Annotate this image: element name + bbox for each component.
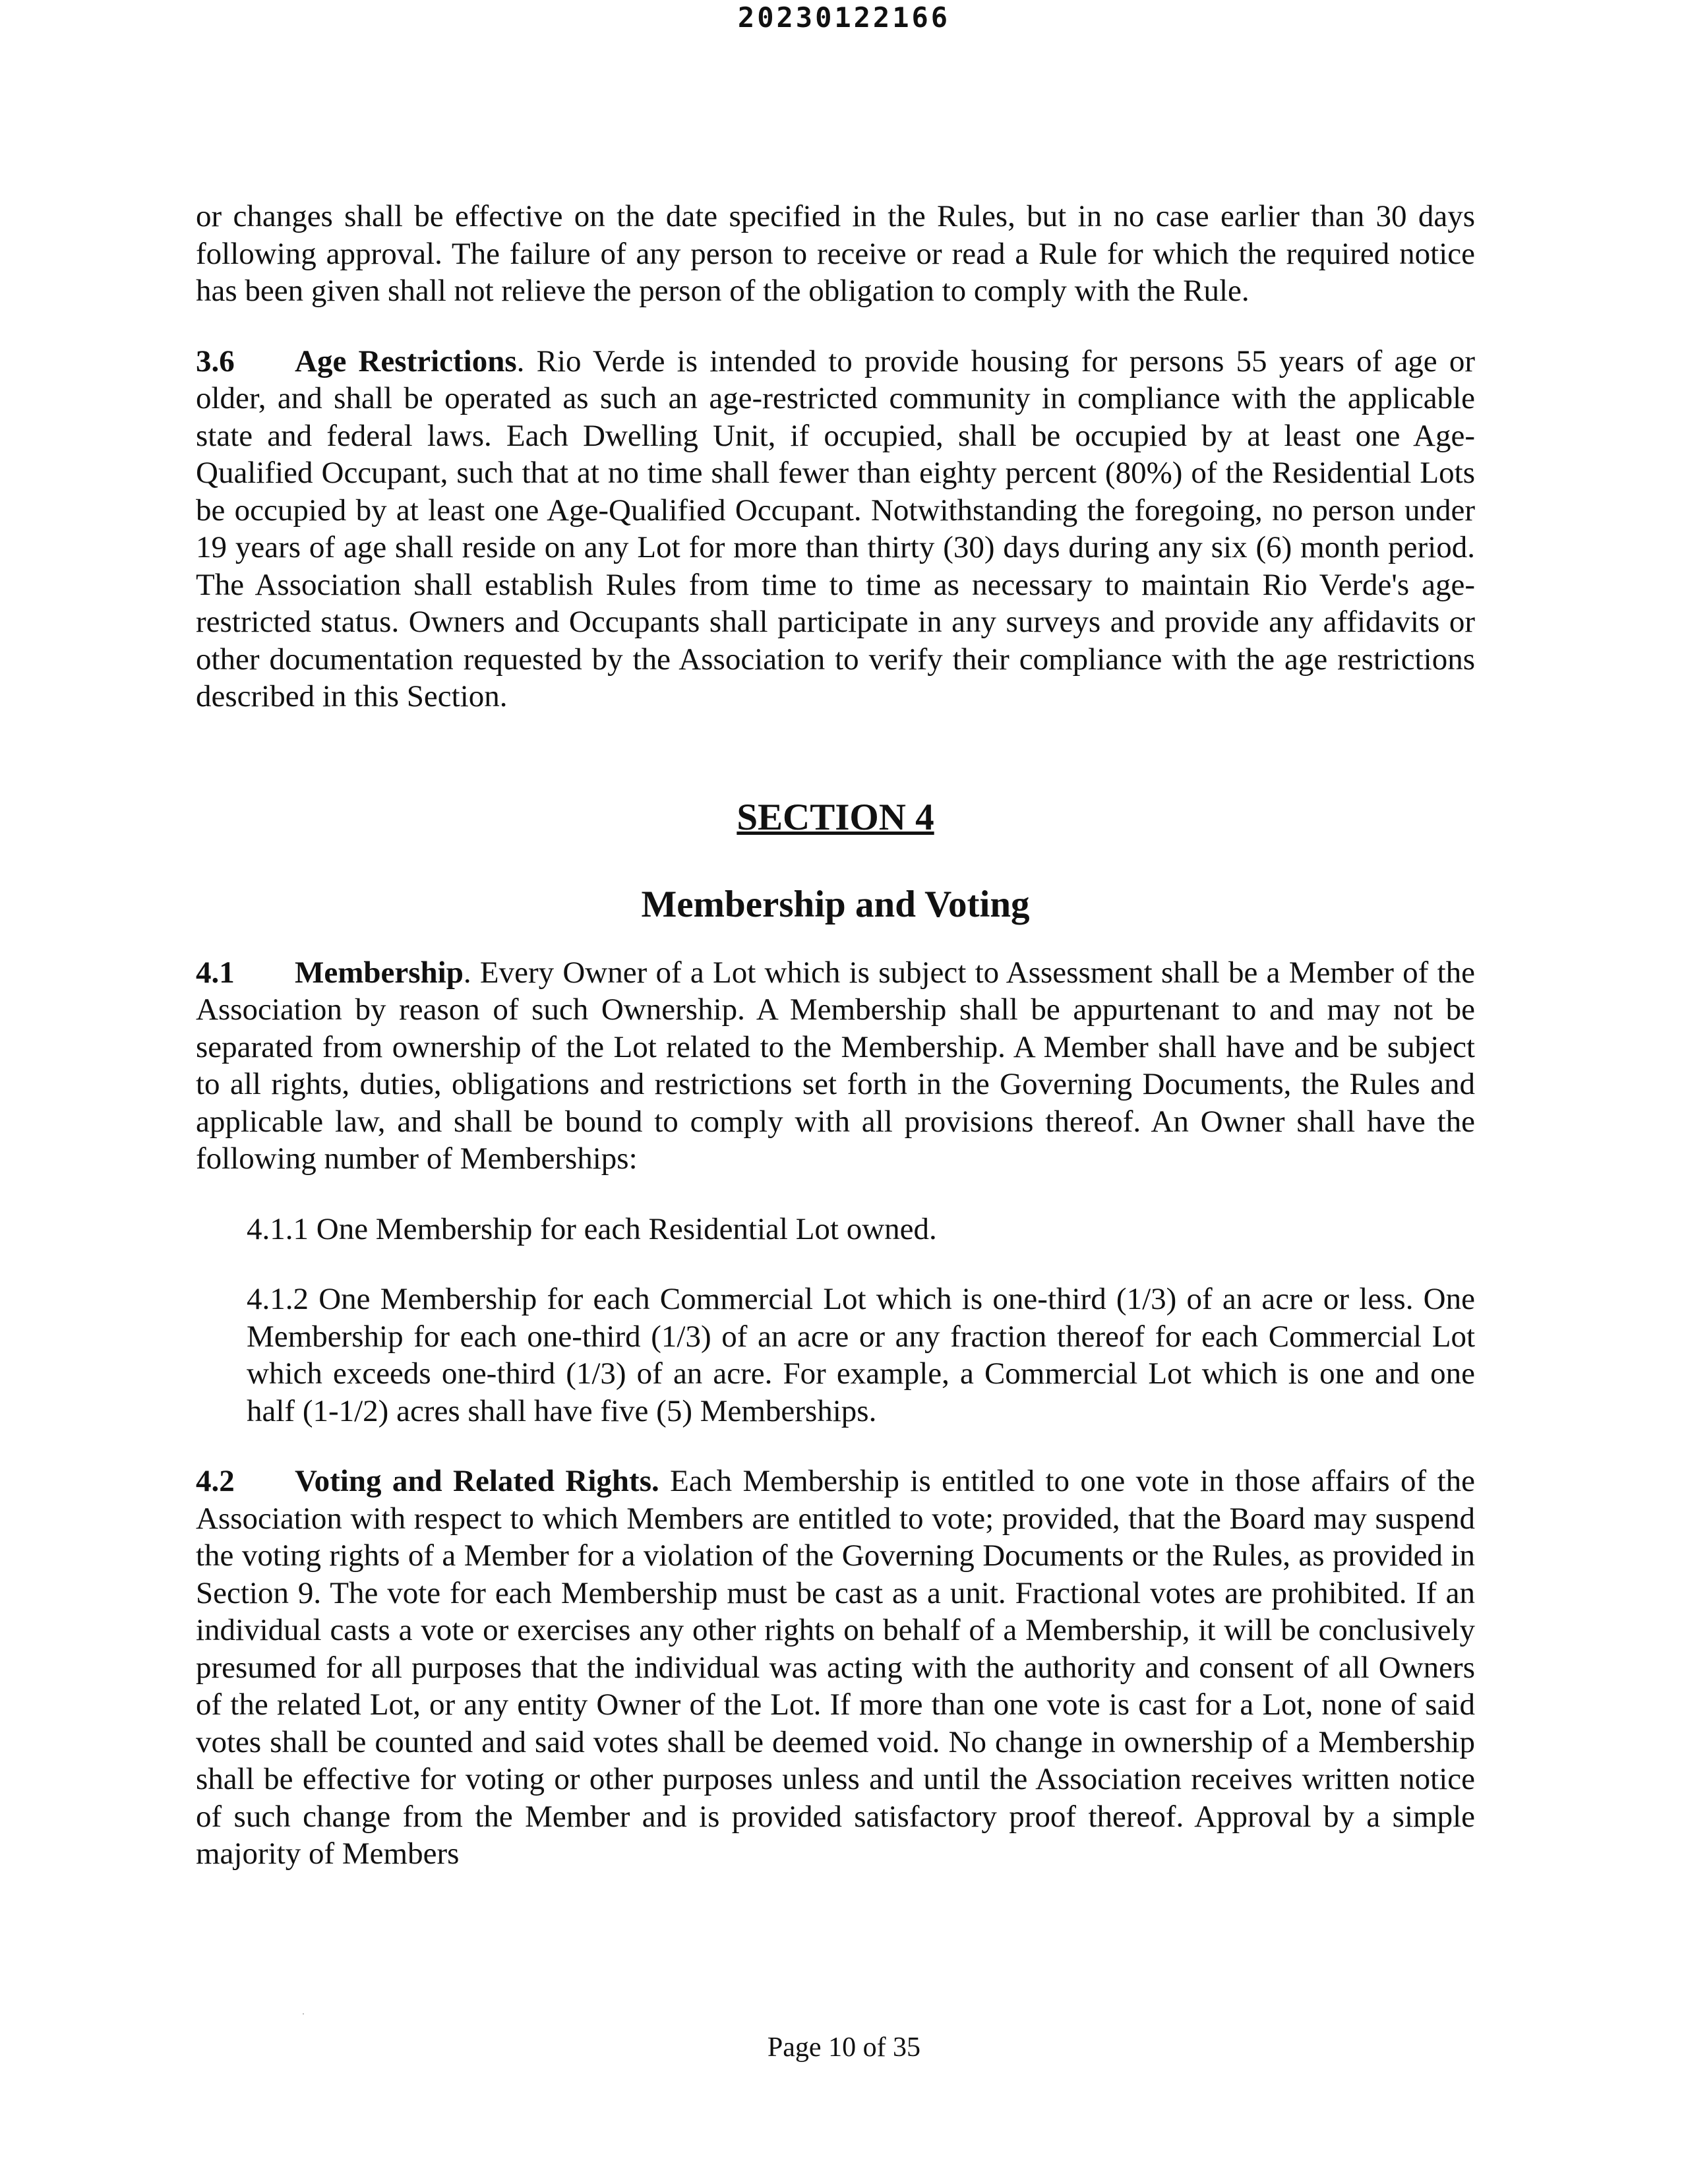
page-number: Page 10 of 35 [767, 2032, 921, 2063]
section-3-6-paragraph [196, 343, 1475, 715]
continuation-paragraph: or changes shall be effective on the date specified in the Rules, but in no case earlier than 30 days following approval. The failure of any person to receive or read a Rule for which the required notice has been given shall not relieve the person of the obligation to comply with the Rule. [196, 199, 1475, 308]
section-3-6-text: . Rio Verde is intended to provide housing for persons 55 years of age or older, and shall be operated as such an age-restricted community in compliance with the applicable state and federal laws. Each Dwelling Unit, if occupied, shall be occupied by at least one Age-Qualified Occupant, such that at no time shall fewer than eighty percent (80%) of the Residential Lots be occupied by at least one Age-Qualified Occupant. Notwithstanding the foregoing, no person under 19 years of age shall reside on any Lot for more than thirty (30) days during any six (6) month period. The Association shall establish Rules from time to time as necessary to maintain Rio Verde's age-restricted status. Owners and Occupants shall participate in any surveys and provide any affidavits or other documentation requested by the Association to verify their compliance with the age restrictions described in this Section. [196, 344, 1476, 713]
section-4-1-title: Membership [295, 955, 464, 990]
section-4-2-text: Each Membership is entitled to one vote in those affairs of the Association with respect to which Members are entitled to vote; provided, that the Board may suspend the voting rights of a Member for a violation of the Governing Documents or the Rules, as provided in Section 9. The vote for each Membership must be cast as a unit. Fractional votes are prohibited. If an individual casts a vote or exercises any other rights on behalf of a Membership, it will be conclusively presumed for all purposes that the individual was acting with the authority and consent of all Owners of the related Lot, or any entity Owner of the Lot. If more than one vote is cast for a Lot, none of said votes shall be counted and said votes shall be deemed void. No change in ownership of a Membership shall be effective for voting or other purposes unless and until the Association receives written notice of such change from the Member and is provided satisfactory proof thereof. Approval by a simple majority of Members [196, 1464, 1475, 1871]
document-body [196, 198, 1475, 1873]
section-4-2-title: Voting and Related Rights. [295, 1464, 659, 1498]
section-4-1-text: . Every Owner of a Lot which is subject to Assessment shall be a Member of the Association by reason of such Ownership. A Membership shall be appurtenant to and may not be separated from ownership of the Lot related to the Membership. A Member shall have and be subject to all rights, duties, obligations and restrictions set forth in the Governing Documents, the Rules and applicable law, and shall be bound to comply with all provisions thereof. An Owner shall have the following number of Memberships: [196, 955, 1475, 1176]
section-4-2-number: 4.2 [196, 1464, 235, 1498]
section-3-6-number: 3.6 [196, 344, 235, 379]
section-4-heading: SECTION 4 [737, 796, 934, 838]
section-4-1-number: 4.1 [196, 955, 235, 990]
section-3-6-title: Age Restrictions [295, 344, 517, 379]
section-4-1-2-paragraph: 4.1.2 One Membership for each Commercial Lot which is one-third (1/3) of an acre or less. One Membership for each one-third (1/3) of an acre or any fraction thereof for each Commercial Lot which exceeds one-third (1/3) of an acre. For example, a Commercial Lot which is one and one half (1-1/2) acres shall have five (5) Memberships. [247, 1282, 1475, 1428]
section-4-1-1-paragraph: 4.1.1 One Membership for each Residential Lot owned. [247, 1211, 937, 1246]
section-4-subheading: Membership and Voting [641, 883, 1030, 925]
recording-number: 20230122166 [737, 1, 951, 34]
section-4-2-paragraph [196, 1463, 1475, 1873]
section-4-1-paragraph [196, 954, 1475, 1178]
scan-speck [303, 2013, 304, 2015]
